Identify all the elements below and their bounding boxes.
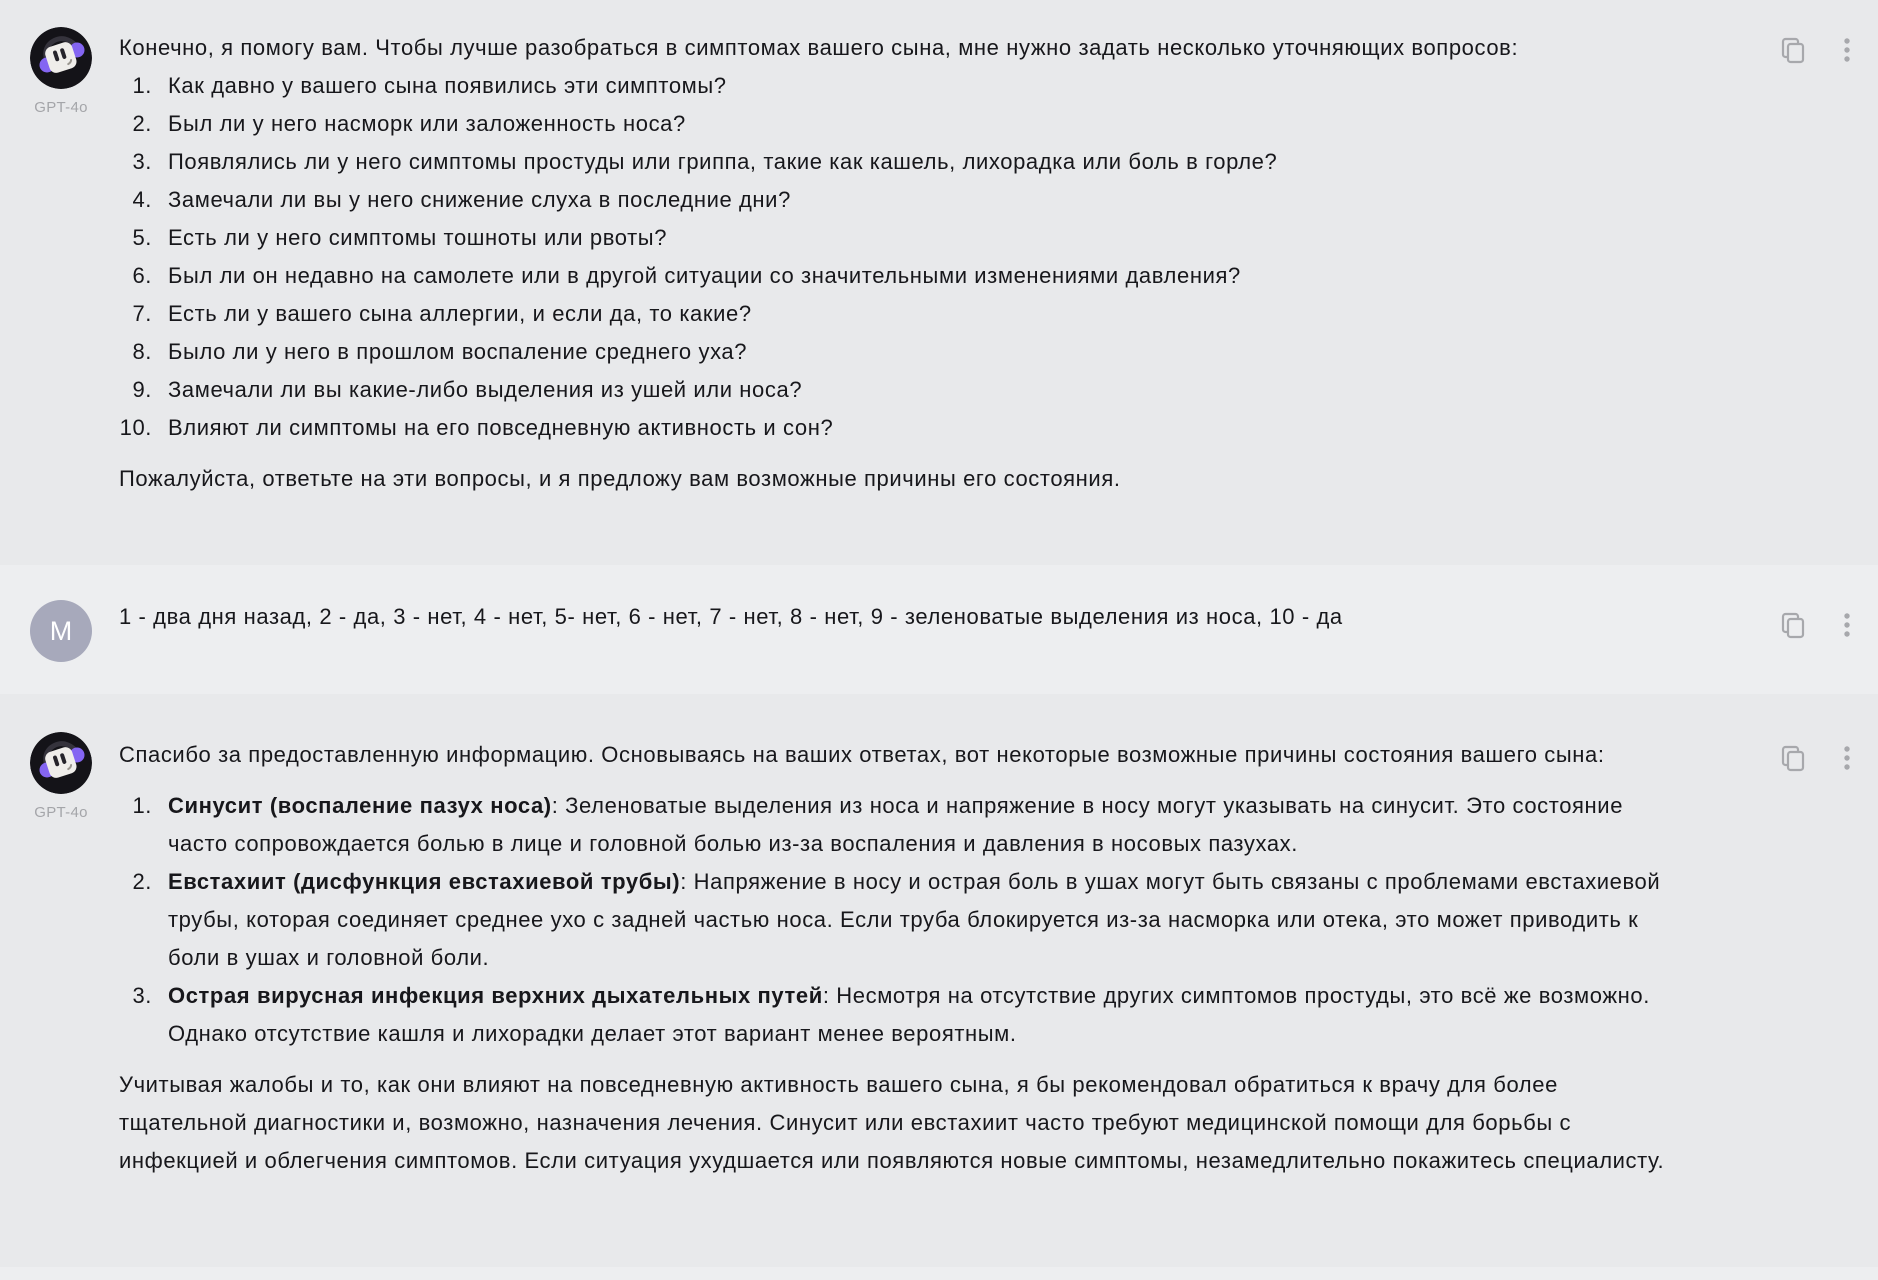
copy-icon (1780, 52, 1806, 67)
copy-button[interactable] (1780, 36, 1806, 64)
message-actions (1780, 611, 1850, 639)
kebab-menu-icon (1844, 627, 1850, 642)
diagnosis-description: : Несмотря на отсутствие других симптомов простуды, это всё же возможно. Однако отсутствие кашля и лихорадки делает этот вариант менее вероятным. (168, 983, 1650, 1046)
message-user-1 (0, 565, 1878, 694)
diagnosis-description: : Зеленоватые выделения из носа и напряжение в носу могут указывать на синусит. Это состояние часто сопровождается болью в лице и головной болью из-за воспаления и давления в носовых пазухах. (168, 793, 1624, 856)
list-item (119, 863, 1679, 977)
diagnosis-list (119, 787, 1679, 1053)
kebab-menu-icon (1844, 760, 1850, 775)
copy-button[interactable] (1780, 611, 1806, 639)
model-name-label: GPT-4o (34, 804, 88, 821)
list-item: Есть ли у него симптомы тошноты или рвоты? (168, 225, 668, 250)
more-button[interactable] (1844, 36, 1850, 64)
list-item: Есть ли у вашего сына аллергии, и если да, то какие? (168, 301, 752, 326)
list-item: Как давно у вашего сына появились эти симптомы? (168, 73, 727, 98)
copy-button[interactable] (1780, 744, 1806, 772)
model-name-label: GPT-4o (34, 99, 88, 116)
message-outro-text: Учитывая жалобы и то, как они влияют на повседневную активность вашего сына, я бы рекомендовал обратиться к врачу для более тщательной диагностики и, возможно, назначения лечения. Синусит или евстахиит часто требуют медицинской помощи для борьбы с инфекцией и облегчения симптомов. Если ситуация ухудшается или появляются новые симптомы, незамедлительно покажитесь специалисту. (119, 1072, 1665, 1173)
list-item: Появлялись ли у него симптомы простуды или гриппа, такие как кашель, лихорадка или боль в горле? (168, 149, 1278, 174)
diagnosis-description: : Напряжение в носу и острая боль в ушах могут быть связаны с проблемами евстахиевой трубы, которая соединяет среднее ухо с задней частью носа. Если труба блокируется из-за насморка или отека, это может приводить к боли в ушах и головной боли. (168, 869, 1661, 970)
copy-icon (1780, 760, 1806, 775)
message-actions (1780, 744, 1850, 772)
assistant-avatar-column (30, 732, 92, 822)
next-message-peek (0, 1267, 1878, 1280)
diagnosis-term: Евстахиит (дисфункция евстахиевой трубы) (168, 869, 681, 894)
list-item (119, 787, 1679, 863)
user-avatar-letter: M (49, 616, 73, 646)
list-item: Влияют ли симптомы на его повседневную активность и сон? (168, 415, 834, 440)
assistant-avatar-column (30, 27, 92, 117)
user-avatar (30, 600, 92, 662)
message-actions (1780, 36, 1850, 64)
diagnosis-term: Синусит (воспаление пазух носа) (168, 793, 552, 818)
question-list (119, 67, 1679, 447)
diagnosis-term: Острая вирусная инфекция верхних дыхательных путей (168, 983, 823, 1008)
assistant-message-content (119, 736, 1679, 1180)
more-button[interactable] (1844, 611, 1850, 639)
list-item (119, 977, 1679, 1053)
robot-headphones-icon (30, 27, 92, 89)
message-outro-text: Пожалуйста, ответьте на эти вопросы, и я предложу вам возможные причины его состояния. (119, 466, 1121, 491)
list-item: Замечали ли вы у него снижение слуха в последние дни? (168, 187, 791, 212)
more-button[interactable] (1844, 744, 1850, 772)
user-avatar-column (30, 600, 92, 662)
kebab-menu-icon (1844, 52, 1850, 67)
assistant-message-content (119, 29, 1679, 498)
message-assistant-2 (0, 694, 1878, 1267)
user-message-text: 1 - два дня назад, 2 - да, 3 - нет, 4 - нет, 5- нет, 6 - нет, 7 - нет, 8 - нет, 9 - зеленоватые выделения из носа, 10 - да (119, 604, 1343, 629)
robot-headphones-icon (30, 732, 92, 794)
message-assistant-1 (0, 0, 1878, 565)
message-intro-text: Спасибо за предоставленную информацию. Основываясь на ваших ответах, вот некоторые возможные причины состояния вашего сына: (119, 742, 1605, 767)
list-item: Было ли у него в прошлом воспаление среднего уха? (168, 339, 748, 364)
user-message-content (119, 598, 1679, 636)
copy-icon (1780, 627, 1806, 642)
list-item: Был ли он недавно на самолете или в другой ситуации со значительными изменениями давления? (168, 263, 1241, 288)
list-item: Замечали ли вы какие-либо выделения из ушей или носа? (168, 377, 803, 402)
message-intro-text: Конечно, я помогу вам. Чтобы лучше разобраться в симптомах вашего сына, мне нужно задать несколько уточняющих вопросов: (119, 35, 1519, 60)
list-item: Был ли у него насморк или заложенность носа? (168, 111, 686, 136)
